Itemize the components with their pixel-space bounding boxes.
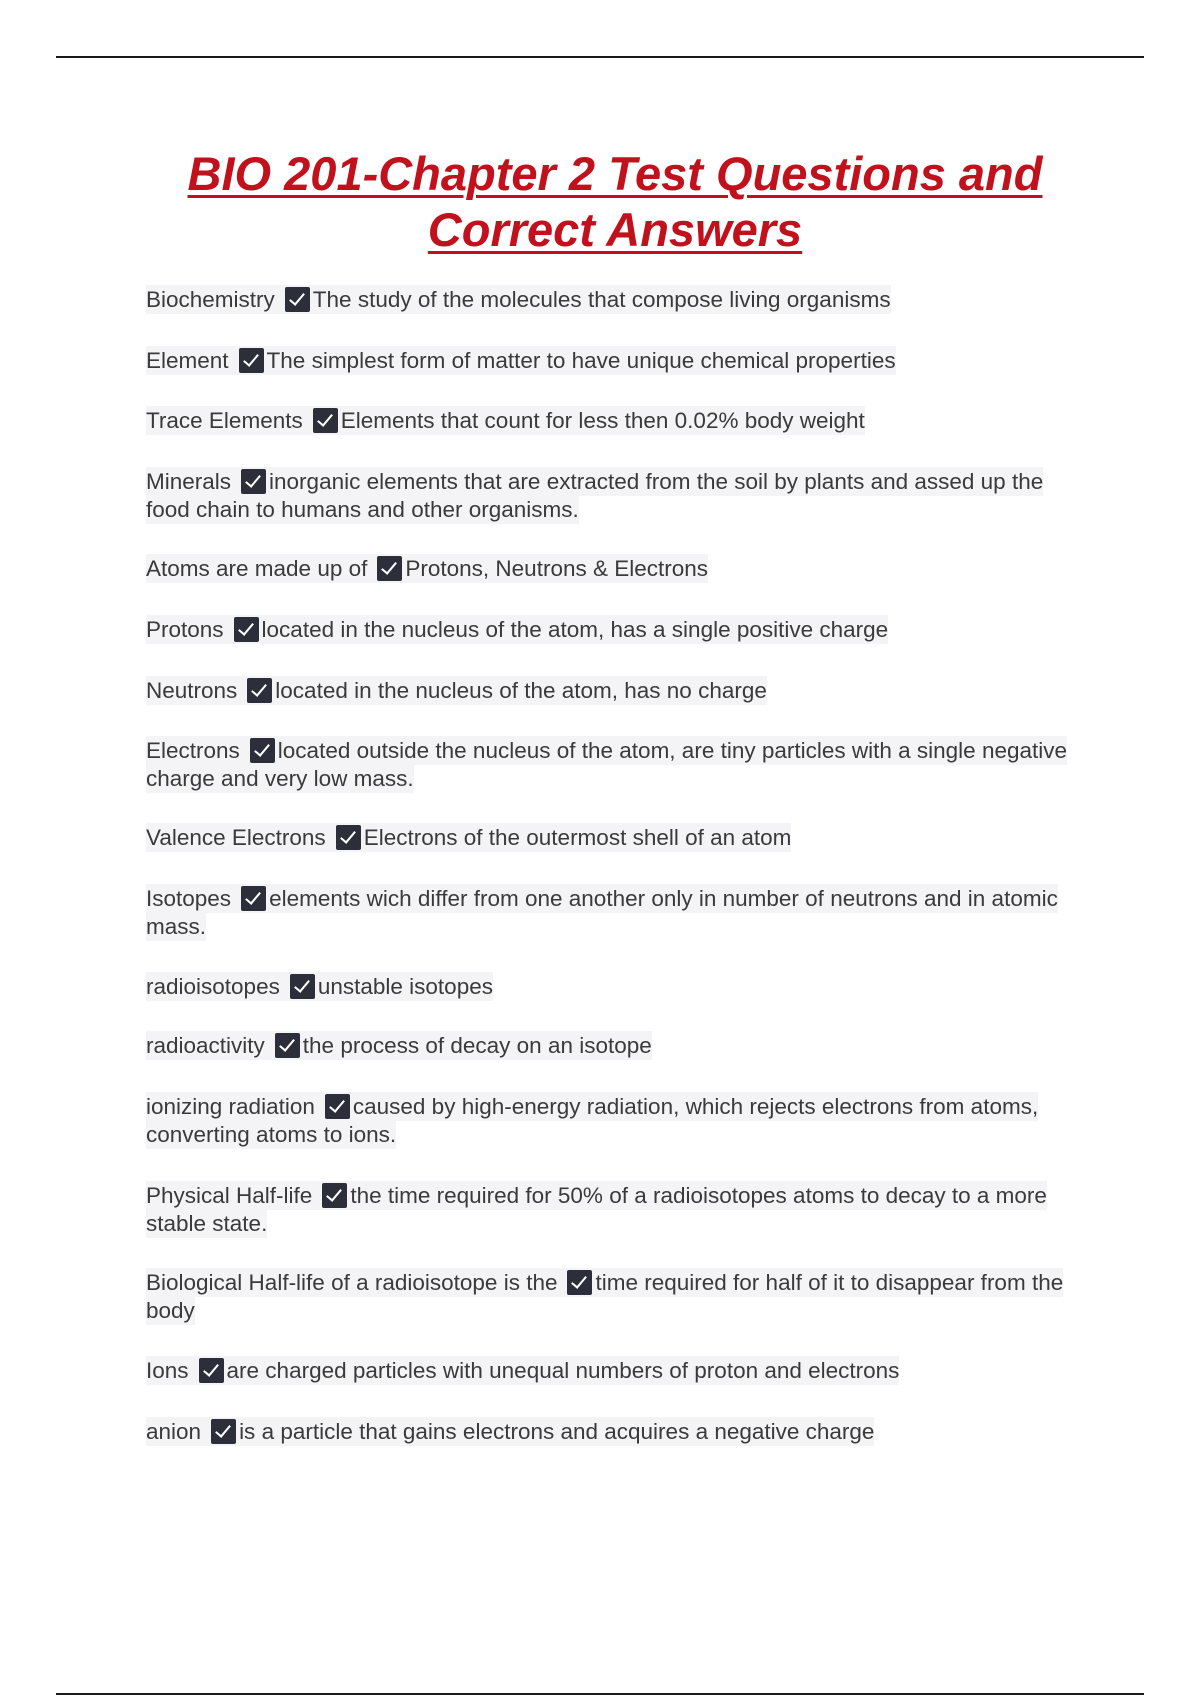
qa-term: Isotopes xyxy=(146,886,232,911)
qa-item xyxy=(146,286,1080,314)
qa-item xyxy=(146,347,1080,375)
qa-answer: time required for half of it to disappear from the body xyxy=(146,1270,1064,1323)
top-rule xyxy=(56,56,1144,58)
qa-item xyxy=(146,468,1080,524)
qa-answer: elements wich differ from one another only in number of neutrons and in atomic mass. xyxy=(146,886,1058,939)
qa-answer: inorganic elements that are extracted from the soil by plants and assed up the food chain to humans and other organisms. xyxy=(146,469,1044,522)
qa-answer: Protons, Neutrons & Electrons xyxy=(405,556,709,581)
qa-term: Valence Electrons xyxy=(146,825,326,850)
qa-item xyxy=(146,885,1080,941)
qa-answer: The simplest form of matter to have unique chemical properties xyxy=(266,348,896,373)
qa-item xyxy=(146,616,1080,644)
check-box-icon xyxy=(377,556,402,581)
qa-answer: located outside the nucleus of the atom, are tiny particles with a single negative charge and very low mass. xyxy=(146,738,1068,791)
title-line-1: BIO 201-Chapter 2 Test Questions and xyxy=(187,147,1043,200)
qa-term: Ions xyxy=(146,1358,189,1383)
qa-item xyxy=(146,555,1080,583)
qa-answer: the process of decay on an isotope xyxy=(302,1033,652,1058)
qa-term: Atoms are made up of xyxy=(146,556,368,581)
qa-term: Minerals xyxy=(146,469,232,494)
qa-item xyxy=(146,677,1080,705)
check-box-icon xyxy=(290,974,315,999)
check-box-icon xyxy=(250,738,275,763)
check-box-icon xyxy=(285,287,310,312)
check-box-icon xyxy=(313,408,338,433)
qa-item xyxy=(146,737,1080,793)
qa-item xyxy=(146,1418,1080,1446)
qa-item xyxy=(146,1357,1080,1385)
qa-item xyxy=(146,407,1080,435)
qa-term: Biological Half-life of a radioisotope is the xyxy=(146,1270,558,1295)
check-box-icon xyxy=(211,1419,236,1444)
title-line-2: Correct Answers xyxy=(427,203,803,256)
qa-term: anion xyxy=(146,1419,202,1444)
qa-answer: Elements that count for less then 0.02% body weight xyxy=(340,408,865,433)
page-title xyxy=(140,146,1090,258)
qa-answer: Electrons of the outermost shell of an atom xyxy=(363,825,792,850)
qa-item xyxy=(146,973,1080,1001)
qa-term: Biochemistry xyxy=(146,287,275,312)
check-box-icon xyxy=(239,348,264,373)
qa-term: Trace Elements xyxy=(146,408,303,433)
check-box-icon xyxy=(336,825,361,850)
qa-term: Neutrons xyxy=(146,678,238,703)
qa-answer: caused by high-energy radiation, which rejects electrons from atoms, converting atoms to ions. xyxy=(146,1094,1039,1147)
check-box-icon xyxy=(567,1270,592,1295)
qa-term: ionizing radiation xyxy=(146,1094,315,1119)
check-box-icon xyxy=(234,617,259,642)
qa-answer: The study of the molecules that compose living organisms xyxy=(312,287,891,312)
qa-item xyxy=(146,1269,1080,1325)
check-box-icon xyxy=(322,1183,347,1208)
qa-term: Electrons xyxy=(146,738,240,763)
qa-term: Element xyxy=(146,348,229,373)
check-box-icon xyxy=(275,1033,300,1058)
qa-item xyxy=(146,1093,1080,1149)
qa-item xyxy=(146,824,1080,852)
check-box-icon xyxy=(241,886,266,911)
qa-item xyxy=(146,1032,1080,1060)
check-box-icon xyxy=(325,1094,350,1119)
check-box-icon xyxy=(241,469,266,494)
qa-item xyxy=(146,1182,1080,1238)
qa-answer: unstable isotopes xyxy=(317,974,493,999)
qa-answer: located in the nucleus of the atom, has a single positive charge xyxy=(261,617,889,642)
qa-answer: located in the nucleus of the atom, has no charge xyxy=(275,678,767,703)
qa-term: radioisotopes xyxy=(146,974,280,999)
qa-term: radioactivity xyxy=(146,1033,265,1058)
qa-term: Protons xyxy=(146,617,224,642)
qa-answer: are charged particles with unequal numbers of proton and electrons xyxy=(226,1358,900,1383)
qa-term: Physical Half-life xyxy=(146,1183,313,1208)
qa-answer: the time required for 50% of a radioisotopes atoms to decay to a more stable state. xyxy=(146,1183,1047,1236)
check-box-icon xyxy=(199,1358,224,1383)
qa-answer: is a particle that gains electrons and acquires a negative charge xyxy=(239,1419,875,1444)
bottom-rule xyxy=(56,1693,1144,1695)
check-box-icon xyxy=(247,678,272,703)
